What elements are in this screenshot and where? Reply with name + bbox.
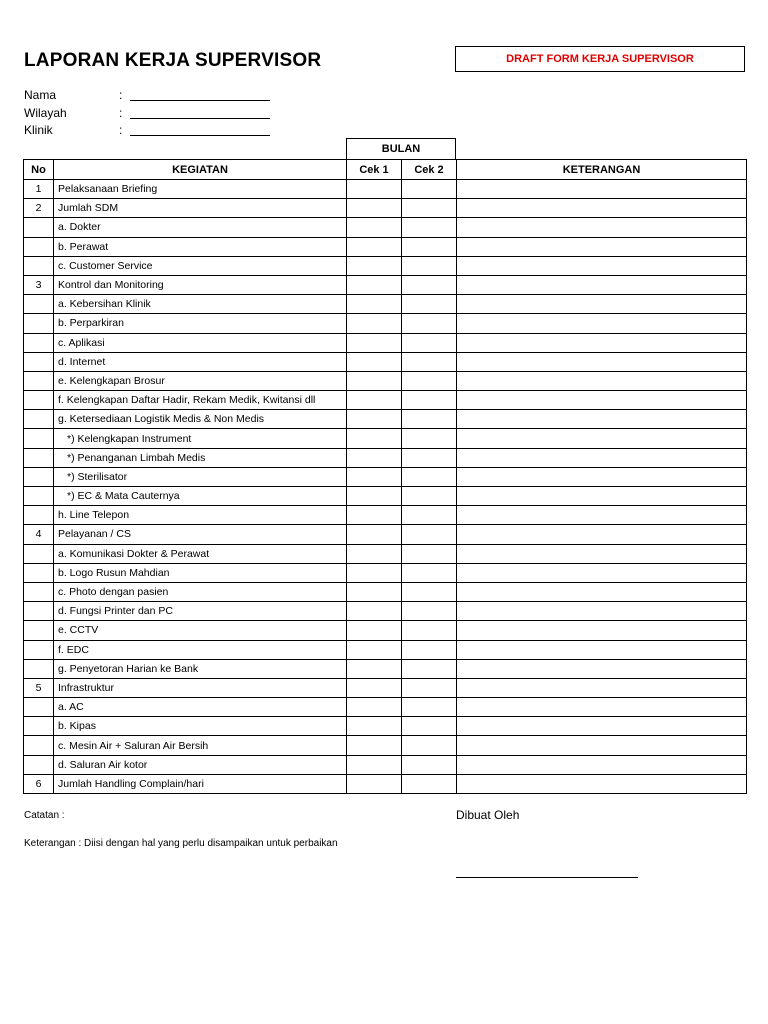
row-no — [24, 640, 54, 659]
row-kegiatan: c. Aplikasi — [54, 333, 347, 352]
row-no — [24, 582, 54, 601]
row-cek2-cell[interactable] — [402, 352, 457, 371]
row-kegiatan: Kontrol dan Monitoring — [54, 275, 347, 294]
row-no: 2 — [24, 199, 54, 218]
klinik-field-line[interactable] — [130, 135, 270, 136]
row-keterangan-cell[interactable] — [457, 563, 747, 582]
row-no — [24, 295, 54, 314]
row-cek1-cell[interactable] — [347, 621, 402, 640]
row-no — [24, 467, 54, 486]
info-colon: : — [119, 106, 123, 120]
table-row — [24, 525, 747, 544]
column-header-cek1: Cek 1 — [347, 160, 402, 180]
wilayah-field-line[interactable] — [130, 118, 270, 119]
row-kegiatan: h. Line Telepon — [54, 506, 347, 525]
row-cek1-cell[interactable] — [347, 582, 402, 601]
row-cek2-cell[interactable] — [402, 659, 457, 678]
row-kegiatan: a. AC — [54, 698, 347, 717]
row-keterangan-cell[interactable] — [457, 256, 747, 275]
row-keterangan-cell[interactable] — [457, 640, 747, 659]
table-row — [24, 698, 747, 717]
table-row — [24, 736, 747, 755]
row-cek1-cell[interactable] — [347, 218, 402, 237]
table-row — [24, 602, 747, 621]
row-no — [24, 429, 54, 448]
row-keterangan-cell[interactable] — [457, 391, 747, 410]
table-row — [24, 467, 747, 486]
row-no: 4 — [24, 525, 54, 544]
row-no — [24, 352, 54, 371]
keterangan-note: Keterangan : Diisi dengan hal yang perlu disampaikan untuk perbaikan — [24, 838, 338, 849]
table-header-row — [24, 160, 747, 180]
nama-field-line[interactable] — [130, 100, 270, 101]
column-header-no: No — [24, 160, 54, 180]
row-kegiatan: b. Perparkiran — [54, 314, 347, 333]
row-keterangan-cell[interactable] — [457, 333, 747, 352]
row-cek2-cell[interactable] — [402, 237, 457, 256]
row-cek2-cell[interactable] — [402, 256, 457, 275]
row-cek2-cell[interactable] — [402, 717, 457, 736]
row-no — [24, 736, 54, 755]
row-kegiatan: Infrastruktur — [54, 678, 347, 697]
row-cek1-cell[interactable] — [347, 429, 402, 448]
row-cek2-cell[interactable] — [402, 371, 457, 390]
row-kegiatan: d. Fungsi Printer dan PC — [54, 602, 347, 621]
row-cek2-cell[interactable] — [402, 314, 457, 333]
row-kegiatan: Pelayanan / CS — [54, 525, 347, 544]
row-cek2-cell[interactable] — [402, 563, 457, 582]
row-kegiatan: e. CCTV — [54, 621, 347, 640]
row-cek2-cell[interactable] — [402, 199, 457, 218]
table-row — [24, 237, 747, 256]
table-row — [24, 774, 747, 793]
row-cek1-cell[interactable] — [347, 256, 402, 275]
row-cek2-cell[interactable] — [402, 621, 457, 640]
row-cek1-cell[interactable] — [347, 736, 402, 755]
row-cek1-cell[interactable] — [347, 467, 402, 486]
row-cek2-cell[interactable] — [402, 448, 457, 467]
row-keterangan-cell[interactable] — [457, 525, 747, 544]
row-cek2-cell[interactable] — [402, 275, 457, 294]
table-row — [24, 352, 747, 371]
row-kegiatan: c. Photo dengan pasien — [54, 582, 347, 601]
row-cek1-cell[interactable] — [347, 698, 402, 717]
row-cek1-cell[interactable] — [347, 544, 402, 563]
row-keterangan-cell[interactable] — [457, 275, 747, 294]
row-keterangan-cell[interactable] — [457, 698, 747, 717]
row-no — [24, 544, 54, 563]
row-cek2-cell[interactable] — [402, 180, 457, 199]
row-cek1-cell[interactable] — [347, 659, 402, 678]
row-keterangan-cell[interactable] — [457, 717, 747, 736]
row-no — [24, 563, 54, 582]
row-kegiatan: Jumlah Handling Complain/hari — [54, 774, 347, 793]
row-cek1-cell[interactable] — [347, 774, 402, 793]
row-no — [24, 487, 54, 506]
row-keterangan-cell[interactable] — [457, 467, 747, 486]
row-kegiatan: a. Komunikasi Dokter & Perawat — [54, 544, 347, 563]
row-cek2-cell[interactable] — [402, 333, 457, 352]
row-no — [24, 391, 54, 410]
table-row — [24, 218, 747, 237]
row-cek2-cell[interactable] — [402, 698, 457, 717]
row-no: 6 — [24, 774, 54, 793]
info-label-nama: Nama — [24, 88, 57, 102]
row-cek1-cell[interactable] — [347, 275, 402, 294]
bulan-header: BULAN — [346, 138, 456, 160]
row-kegiatan: e. Kelengkapan Brosur — [54, 371, 347, 390]
table-body — [24, 180, 747, 794]
row-cek1-cell[interactable] — [347, 448, 402, 467]
page-title: LAPORAN KERJA SUPERVISOR — [24, 50, 322, 71]
row-keterangan-cell[interactable] — [457, 180, 747, 199]
row-no — [24, 755, 54, 774]
row-kegiatan: f. Kelengkapan Daftar Hadir, Rekam Medik, Kwitansi dll — [54, 391, 347, 410]
row-cek1-cell[interactable] — [347, 525, 402, 544]
row-cek2-cell[interactable] — [402, 218, 457, 237]
row-cek2-cell[interactable] — [402, 467, 457, 486]
row-keterangan-cell[interactable] — [457, 448, 747, 467]
catatan-label: Catatan : — [24, 810, 65, 821]
row-no — [24, 256, 54, 275]
row-kegiatan: Pelaksanaan Briefing — [54, 180, 347, 199]
table-row — [24, 256, 747, 275]
table-row — [24, 487, 747, 506]
row-no — [24, 218, 54, 237]
row-kegiatan: a. Dokter — [54, 218, 347, 237]
row-keterangan-cell[interactable] — [457, 774, 747, 793]
row-no — [24, 659, 54, 678]
row-no — [24, 410, 54, 429]
row-cek1-cell[interactable] — [347, 640, 402, 659]
row-keterangan-cell[interactable] — [457, 678, 747, 697]
row-kegiatan: *) Penanganan Limbah Medis — [54, 448, 347, 467]
row-keterangan-cell[interactable] — [457, 410, 747, 429]
row-keterangan-cell[interactable] — [457, 352, 747, 371]
row-cek1-cell[interactable] — [347, 371, 402, 390]
dibuat-oleh-label: Dibuat Oleh — [456, 808, 520, 822]
row-cek2-cell[interactable] — [402, 582, 457, 601]
row-cek1-cell[interactable] — [347, 755, 402, 774]
row-kegiatan: b. Kipas — [54, 717, 347, 736]
row-no — [24, 314, 54, 333]
row-kegiatan: d. Internet — [54, 352, 347, 371]
row-cek2-cell[interactable] — [402, 602, 457, 621]
row-keterangan-cell[interactable] — [457, 295, 747, 314]
row-cek1-cell[interactable] — [347, 237, 402, 256]
row-cek1-cell[interactable] — [347, 602, 402, 621]
row-keterangan-cell[interactable] — [457, 602, 747, 621]
row-cek1-cell[interactable] — [347, 333, 402, 352]
table-row — [24, 621, 747, 640]
table-row — [24, 506, 747, 525]
row-kegiatan: *) EC & Mata Cauternya — [54, 487, 347, 506]
row-cek2-cell[interactable] — [402, 736, 457, 755]
table-row — [24, 314, 747, 333]
activity-table — [23, 159, 747, 794]
table-row — [24, 333, 747, 352]
table-row — [24, 448, 747, 467]
row-cek2-cell[interactable] — [402, 410, 457, 429]
table-row — [24, 563, 747, 582]
row-cek2-cell[interactable] — [402, 487, 457, 506]
table-row — [24, 199, 747, 218]
table-row — [24, 582, 747, 601]
row-no — [24, 506, 54, 525]
row-kegiatan: b. Perawat — [54, 237, 347, 256]
row-keterangan-cell[interactable] — [457, 736, 747, 755]
row-keterangan-cell[interactable] — [457, 237, 747, 256]
row-cek2-cell[interactable] — [402, 640, 457, 659]
row-no: 5 — [24, 678, 54, 697]
row-cek2-cell[interactable] — [402, 678, 457, 697]
column-header-keterangan: KETERANGAN — [457, 160, 747, 180]
row-keterangan-cell[interactable] — [457, 659, 747, 678]
row-keterangan-cell[interactable] — [457, 314, 747, 333]
row-kegiatan: *) Kelengkapan Instrument — [54, 429, 347, 448]
row-cek2-cell[interactable] — [402, 774, 457, 793]
signature-line[interactable] — [456, 877, 638, 878]
row-no: 3 — [24, 275, 54, 294]
table-row — [24, 371, 747, 390]
table-row — [24, 391, 747, 410]
row-kegiatan: c. Customer Service — [54, 256, 347, 275]
row-cek1-cell[interactable] — [347, 506, 402, 525]
table-row — [24, 755, 747, 774]
row-keterangan-cell[interactable] — [457, 621, 747, 640]
info-label-klinik: Klinik — [24, 123, 53, 137]
row-keterangan-cell[interactable] — [457, 487, 747, 506]
row-cek1-cell[interactable] — [347, 391, 402, 410]
row-keterangan-cell[interactable] — [457, 506, 747, 525]
row-no — [24, 371, 54, 390]
row-no — [24, 333, 54, 352]
row-no — [24, 602, 54, 621]
row-keterangan-cell[interactable] — [457, 199, 747, 218]
row-no — [24, 448, 54, 467]
info-colon: : — [119, 88, 123, 102]
row-kegiatan: c. Mesin Air + Saluran Air Bersih — [54, 736, 347, 755]
draft-badge: DRAFT FORM KERJA SUPERVISOR — [455, 46, 745, 72]
table-row — [24, 640, 747, 659]
row-cek1-cell[interactable] — [347, 678, 402, 697]
row-kegiatan: d. Saluran Air kotor — [54, 755, 347, 774]
row-keterangan-cell[interactable] — [457, 371, 747, 390]
row-cek1-cell[interactable] — [347, 199, 402, 218]
row-kegiatan: b. Logo Rusun Mahdian — [54, 563, 347, 582]
column-header-kegiatan: KEGIATAN — [54, 160, 347, 180]
row-keterangan-cell[interactable] — [457, 582, 747, 601]
table-row — [24, 429, 747, 448]
table-row — [24, 410, 747, 429]
row-kegiatan: Jumlah SDM — [54, 199, 347, 218]
row-cek1-cell[interactable] — [347, 563, 402, 582]
row-no: 1 — [24, 180, 54, 199]
row-cek1-cell[interactable] — [347, 352, 402, 371]
info-colon: : — [119, 123, 123, 137]
row-cek1-cell[interactable] — [347, 717, 402, 736]
row-keterangan-cell[interactable] — [457, 544, 747, 563]
info-label-wilayah: Wilayah — [24, 106, 67, 120]
row-cek2-cell[interactable] — [402, 295, 457, 314]
row-cek2-cell[interactable] — [402, 755, 457, 774]
row-no — [24, 717, 54, 736]
row-cek1-cell[interactable] — [347, 314, 402, 333]
row-kegiatan: *) Sterilisator — [54, 467, 347, 486]
table-row — [24, 544, 747, 563]
row-cek2-cell[interactable] — [402, 544, 457, 563]
row-cek2-cell[interactable] — [402, 429, 457, 448]
row-kegiatan: g. Ketersediaan Logistik Medis & Non Medis — [54, 410, 347, 429]
row-no — [24, 698, 54, 717]
table-row — [24, 678, 747, 697]
row-cek2-cell[interactable] — [402, 391, 457, 410]
table-row — [24, 275, 747, 294]
row-kegiatan: g. Penyetoran Harian ke Bank — [54, 659, 347, 678]
row-cek1-cell[interactable] — [347, 295, 402, 314]
row-keterangan-cell[interactable] — [457, 218, 747, 237]
column-header-cek2: Cek 2 — [402, 160, 457, 180]
row-cek2-cell[interactable] — [402, 525, 457, 544]
row-cek1-cell[interactable] — [347, 410, 402, 429]
row-kegiatan: f. EDC — [54, 640, 347, 659]
table-row — [24, 180, 747, 199]
row-cek2-cell[interactable] — [402, 506, 457, 525]
table-row — [24, 295, 747, 314]
table-row — [24, 717, 747, 736]
row-kegiatan: a. Kebersihan Klinik — [54, 295, 347, 314]
row-keterangan-cell[interactable] — [457, 429, 747, 448]
row-cek1-cell[interactable] — [347, 180, 402, 199]
row-keterangan-cell[interactable] — [457, 755, 747, 774]
table-row — [24, 659, 747, 678]
row-no — [24, 621, 54, 640]
row-no — [24, 237, 54, 256]
row-cek1-cell[interactable] — [347, 487, 402, 506]
